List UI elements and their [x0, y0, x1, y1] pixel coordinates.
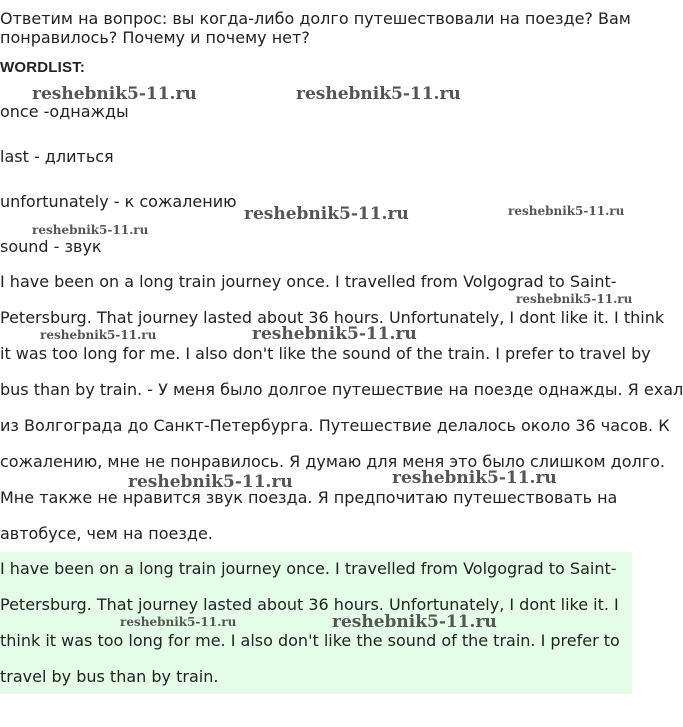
- watermark: reshebnik5-11.ru: [332, 612, 497, 632]
- answer-line: think it was too long for me. I also don't like the sound of the train. I prefer to: [0, 631, 620, 650]
- text-line: Petersburg. That journey lasted about 36 hours. Unfortunately, I dont like it. I think: [0, 308, 665, 327]
- watermark: reshebnik5-11.ru: [244, 204, 409, 224]
- text-line: Мне также не нравится звук поезда. Я предпочитаю путешествовать на: [0, 488, 618, 507]
- wordlist-item: unfortunately - к сожалению: [0, 192, 237, 211]
- watermark: reshebnik5-11.ru: [128, 472, 293, 492]
- wordlist-item: once -однажды: [0, 102, 129, 121]
- answer-line: travel by bus than by train.: [0, 667, 219, 686]
- watermark: reshebnik5-11.ru: [40, 328, 157, 342]
- answer-block: [0, 552, 632, 694]
- wordlist-item: last - длиться: [0, 147, 114, 166]
- watermark: reshebnik5-11.ru: [32, 223, 149, 237]
- watermark: reshebnik5-11.ru: [252, 324, 417, 344]
- text-line: bus than by train. - У меня было долгое путешествие на поезде однажды. Я ехал: [0, 380, 683, 399]
- question-continuation: понравилось? Почему и почему нет?: [0, 28, 310, 47]
- wordlist-item: sound - звук: [0, 237, 102, 256]
- question-continuation-clipped: [0, 28, 680, 50]
- watermark: reshebnik5-11.ru: [120, 615, 237, 629]
- question-text: Ответим на вопрос: вы когда-либо долго путешествовали на поезде? Вам: [0, 9, 631, 28]
- answer-line: I have been on a long train journey once. I travelled from Volgograd to Saint-: [0, 559, 617, 578]
- watermark: reshebnik5-11.ru: [296, 84, 461, 104]
- text-line: из Волгограда до Санкт-Петербурга. Путешествие делалось около 36 часов. К: [0, 416, 670, 435]
- text-line: сожалению, мне не понравилось. Я думаю для меня это было слишком долго.: [0, 452, 665, 471]
- text-line: I have been on a long train journey once. I travelled from Volgograd to Saint-: [0, 272, 617, 291]
- text-line: it was too long for me. I also don't like the sound of the train. I prefer to travel by: [0, 344, 651, 363]
- wordlist-heading: WORDLIST:: [0, 59, 86, 76]
- answer-line: Petersburg. That journey lasted about 36 hours. Unfortunately, I dont like it. I: [0, 595, 619, 614]
- watermark: reshebnik5-11.ru: [32, 84, 197, 104]
- text-line: автобусе, чем на поезде.: [0, 524, 213, 543]
- watermark: reshebnik5-11.ru: [508, 204, 625, 218]
- watermark: reshebnik5-11.ru: [516, 292, 633, 306]
- watermark: reshebnik5-11.ru: [392, 468, 557, 488]
